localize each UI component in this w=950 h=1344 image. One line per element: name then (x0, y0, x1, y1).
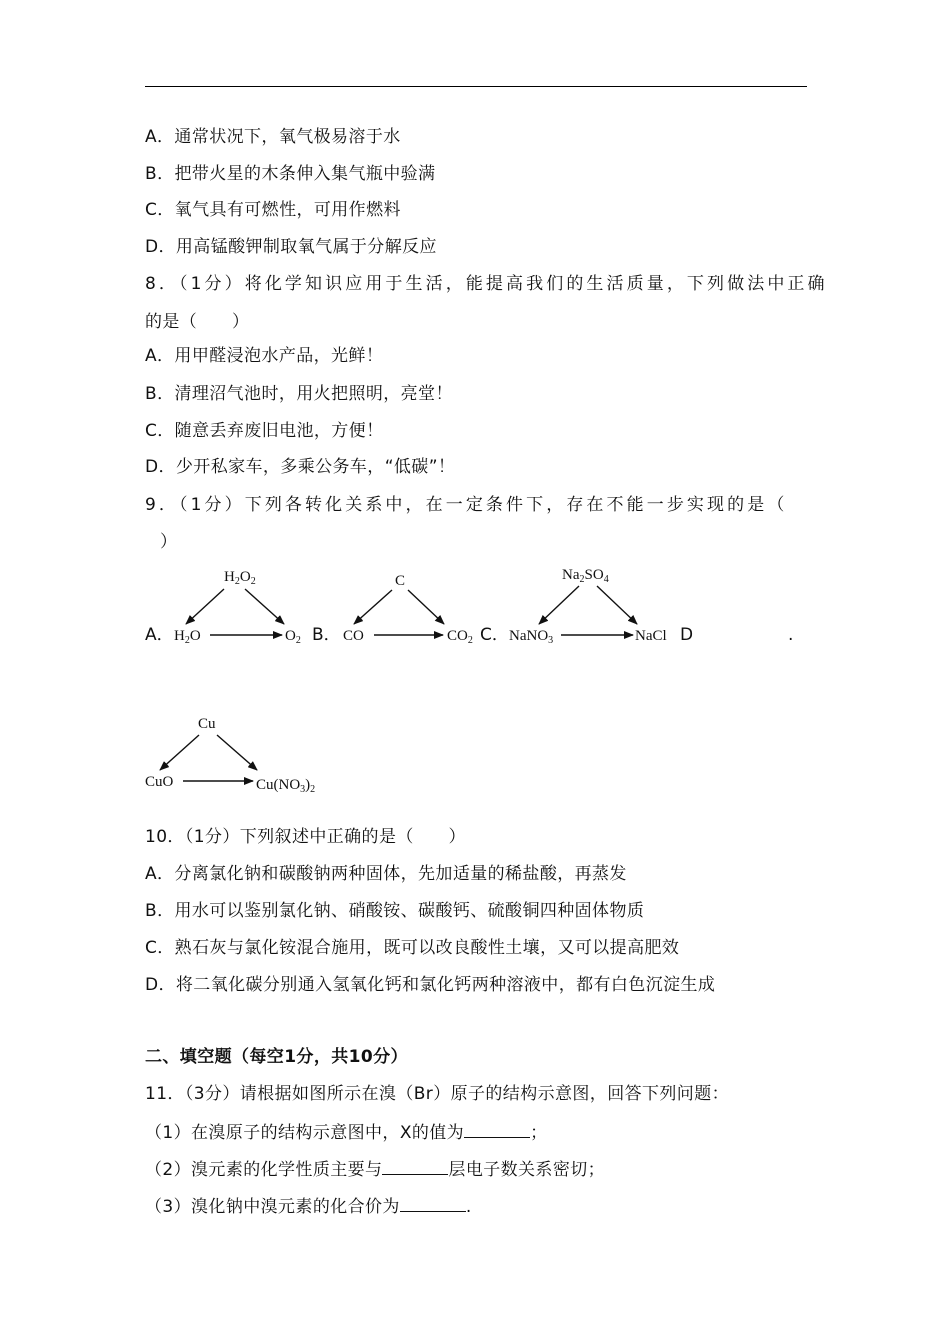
diagram-c-top-formula: $Na_2SO_4$ (562, 567, 609, 585)
diagram-a-left-formula: $H_2O$ (174, 628, 201, 646)
q10-option-c: C．熟石灰与氯化铵混合施用，既可以改良酸性土壤，又可以提高肥效 (145, 938, 680, 958)
diagram-a-arrow-top-right (245, 589, 284, 624)
q11-part1-blank[interactable] (464, 1120, 530, 1138)
diagram-c-arrow-top-right (597, 586, 637, 624)
diagram-a-right-formula: $O_2$ (285, 628, 301, 646)
q8-option-a: A．用甲醛浸泡水产品，光鲜！ (145, 346, 384, 366)
q9-label-end: . (788, 625, 794, 645)
diagram-d-arrow-top-left (160, 735, 199, 770)
q9-label-b: B． (312, 625, 341, 645)
q8-stem-line1: 8．（1分）将化学知识应用于生活，能提高我们的生活质量，下列做法中正确 (145, 274, 828, 294)
q11-part3-text: （3）溴化钠中溴元素的化合价为 (145, 1197, 400, 1217)
q9-diagram-b (340, 562, 480, 650)
q10-option-b: B．用水可以鉴别氯化钠、硝酸铵、碳酸钙、硫酸铜四种固体物质 (145, 901, 645, 921)
q7-option-d: D．用高锰酸钾制取氧气属于分解反应 (145, 237, 437, 257)
diagram-c-left-formula: NaNO$_3$ (509, 628, 554, 646)
diagram-d-arrow-top-right (217, 735, 257, 770)
q9-stem-line1: 9．（1分）下列各转化关系中，在一定条件下，存在不能一步实现的是（ (145, 495, 788, 515)
q9-label-a: A． (145, 625, 174, 645)
q8-option-d: D．少开私家车，多乘公务车，“低碳”！ (145, 457, 456, 477)
q9-stem-line2: ） (160, 532, 178, 552)
section-heading: 二、填空题（每空1分，共10分） (145, 1047, 408, 1067)
q9-diagram-d (145, 710, 345, 798)
q8-stem-line2: 的是（ ） (145, 312, 250, 332)
q11-part3-end: . (465, 1197, 472, 1217)
q7-option-c: C．氧气具有可燃性，可用作燃料 (145, 200, 401, 220)
q9-diagram-c (507, 562, 677, 650)
diagram-b-arrow-top-left (354, 590, 392, 624)
diagram-a-top-formula: $H_2O_2$ (224, 569, 256, 587)
diagram-c-right-formula: NaCl (635, 628, 667, 644)
q11-stem: 11．（3分）请根据如图所示在溴（Br）原子的结构示意图，回答下列问题： (145, 1084, 729, 1104)
q7-option-a: A．通常状况下，氧气极易溶于水 (145, 127, 401, 147)
q7-option-b: B．把带火星的木条伸入集气瓶中验满 (145, 164, 436, 184)
q11-part1-end: ； (530, 1123, 548, 1143)
q10-option-a: A．分离氯化钠和碳酸钠两种固体，先加适量的稀盐酸，再蒸发 (145, 864, 627, 884)
header-rule (145, 86, 807, 87)
q11-part1-text: （1）在溴原子的结构示意图中，X的值为 (145, 1123, 465, 1143)
diagram-b-arrow-top-right (408, 590, 444, 624)
diagram-d-right-formula: $Cu(NO_3)_2$ (256, 777, 316, 795)
diagram-c-arrow-top-left (539, 586, 579, 624)
q9-label-d: D (680, 625, 694, 645)
diagram-b-right-formula: $CO_2$ (447, 628, 473, 646)
diagram-a-arrow-top-left (186, 589, 224, 624)
q8-option-c: C．随意丢弃废旧电池，方便！ (145, 421, 384, 441)
q11-part2-text: （2）溴元素的化学性质主要与 (145, 1160, 383, 1180)
q10-option-d: D．将二氧化碳分别通入氢氧化钙和氯化钙两种溶液中，都有白色沉淀生成 (145, 975, 716, 995)
diagram-d-left-formula: CuO (145, 774, 174, 790)
q10-stem: 10．（1分）下列叙述中正确的是（ ） (145, 827, 466, 847)
diagram-d-top-formula: Cu (198, 716, 216, 732)
q9-diagram-a (172, 562, 312, 650)
q11-part2 (145, 1157, 605, 1182)
q11-part3-blank[interactable] (400, 1194, 466, 1212)
q11-part1 (145, 1120, 547, 1145)
diagram-b-left-formula: CO (343, 628, 364, 644)
q8-option-b: B．清理沼气池时，用火把照明，亮堂！ (145, 384, 453, 404)
q11-part2-end: 层电子数关系密切； (448, 1160, 606, 1180)
q11-part3 (145, 1194, 472, 1219)
diagram-b-top-formula: C (395, 573, 406, 589)
q11-part2-blank[interactable] (382, 1157, 448, 1175)
q9-label-c: C． (480, 625, 509, 645)
